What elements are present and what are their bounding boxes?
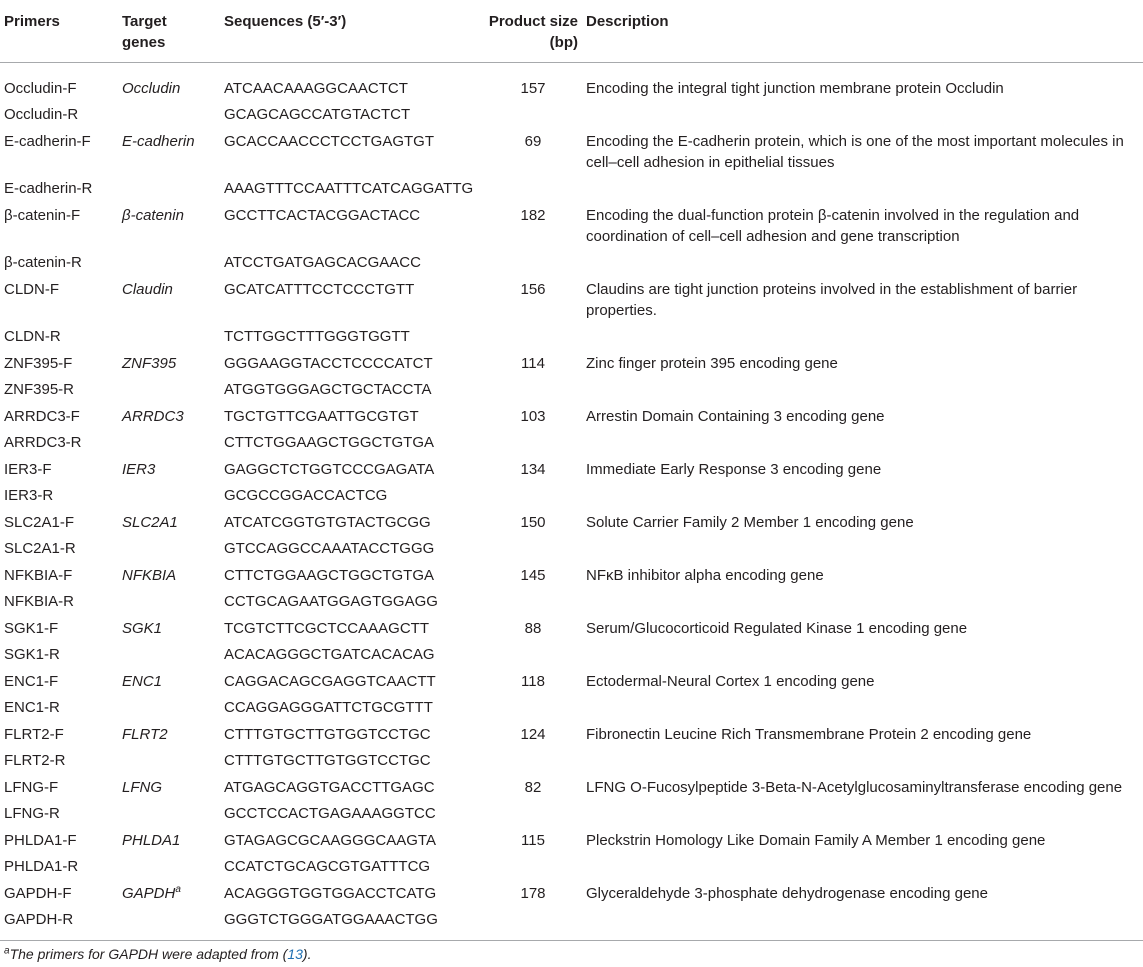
target-gene: [122, 353, 224, 374]
gene-description: Ectodermal-Neural Cortex 1 encoding gene: [586, 672, 875, 690]
gene-description: Encoding the dual-function protein β-catenin involved in the regulation and coordination of cell–cell adhesion and gene transcription: [586, 206, 1080, 245]
empty-cell: [122, 538, 224, 559]
table-row: [0, 774, 1143, 801]
empty-cell: [122, 326, 224, 347]
gene-description: Serum/Glucocorticoid Regulated Kinase 1 encoding gene: [586, 619, 968, 637]
target-gene: [122, 459, 224, 480]
target-gene: [122, 671, 224, 692]
gene-description: Encoding the integral tight junction membrane protein Occludin: [586, 79, 1004, 97]
target-gene-name: ENC1: [122, 672, 163, 690]
primer-sequence: TCGTCTTCGCTCCAAAGCTT: [224, 619, 429, 637]
product-size: 157: [520, 79, 546, 97]
header-primers: Primers: [4, 13, 60, 30]
target-gene: [122, 512, 224, 533]
target-gene-name: IER3: [122, 460, 156, 478]
empty-cell: [586, 909, 1143, 930]
table-row: [0, 102, 1143, 129]
empty-cell: [122, 909, 224, 930]
gene-description: Zinc finger protein 395 encoding gene: [586, 354, 838, 372]
footnote-marker: a: [4, 945, 10, 957]
target-gene-name: Claudin: [122, 280, 173, 298]
primer-name: E-cadherin-R: [4, 180, 93, 198]
primer-sequence: TGCTGTTCGAATTGCGTGT: [224, 407, 419, 425]
empty-cell: [586, 178, 1143, 199]
product-size: 114: [521, 354, 545, 372]
primer-sequence: GCACCAACCCTCCTGAGTGT: [224, 132, 434, 150]
empty-cell: [480, 538, 586, 559]
empty-cell: [480, 178, 586, 199]
empty-cell: [122, 485, 224, 506]
primer-name: CLDN-F: [4, 280, 59, 298]
primer-sequence: GGGAAGGTACCTCCCCATCT: [224, 354, 433, 372]
empty-cell: [122, 750, 224, 771]
primer-sequence: ATGGTGGGAGCTGCTACCTA: [224, 381, 432, 399]
primer-sequence: ACAGGGTGGTGGACCTCATG: [224, 884, 437, 902]
primer-sequence: ACACAGGGCTGATCACACAG: [224, 646, 435, 664]
primer-sequence: CCATCTGCAGCGTGATTTCG: [224, 858, 431, 876]
empty-cell: [586, 432, 1143, 453]
primer-sequence: TCTTGGCTTTGGGTGGTT: [224, 328, 410, 346]
product-size: 88: [524, 619, 542, 637]
primer-sequence: GTCCAGGCCAAATACCTGGG: [224, 540, 435, 558]
primer-name: LFNG-F: [4, 778, 59, 796]
primer-name: Occludin-F: [4, 79, 77, 97]
primer-sequence: GCAGCAGCCATGTACTCT: [224, 106, 411, 124]
product-size: 145: [520, 566, 546, 584]
table-row: [0, 456, 1143, 483]
empty-cell: [586, 697, 1143, 718]
empty-cell: [586, 485, 1143, 506]
primer-name: SLC2A1-R: [4, 540, 76, 558]
empty-cell: [586, 252, 1143, 273]
target-gene-name: β-catenin: [122, 206, 184, 224]
primer-name: NFKBIA-F: [4, 566, 73, 584]
target-gene: [122, 777, 224, 798]
empty-cell: [480, 252, 586, 273]
target-gene: [122, 78, 224, 99]
empty-cell: [480, 750, 586, 771]
product-size: 182: [520, 206, 546, 224]
table-row: [0, 562, 1143, 589]
primer-sequence: CTTTGTGCTTGTGGTCCTGC: [224, 752, 431, 770]
product-size: 103: [520, 407, 546, 425]
empty-cell: [480, 379, 586, 400]
target-gene: [122, 883, 224, 904]
empty-cell: [122, 856, 224, 877]
empty-cell: [122, 432, 224, 453]
empty-cell: [122, 178, 224, 199]
primer-sequence: ATCATCGGTGTGTACTGCGG: [224, 513, 431, 531]
primer-name: ZNF395-R: [4, 381, 75, 399]
target-gene: [122, 565, 224, 586]
primer-sequence: GTAGAGCGCAAGGGCAAGTA: [224, 831, 436, 849]
table-row: [0, 202, 1143, 250]
empty-cell: [122, 803, 224, 824]
table-body: [0, 63, 1143, 941]
empty-cell: [586, 803, 1143, 824]
header-sequences: Sequences (5′-3′): [224, 13, 347, 30]
gene-description: Arrestin Domain Containing 3 encoding gene: [586, 407, 885, 425]
table-row: [0, 324, 1143, 351]
header-product-size: Product size (bp): [488, 13, 578, 51]
table-row: [0, 721, 1143, 748]
empty-cell: [480, 326, 586, 347]
primer-sequence: GCCTCCACTGAGAAAGGTCC: [224, 805, 436, 823]
primer-name: SGK1-F: [4, 619, 59, 637]
empty-cell: [480, 909, 586, 930]
footnote-marker: a: [175, 883, 181, 895]
reference-link[interactable]: 13: [287, 946, 303, 962]
empty-cell: [122, 697, 224, 718]
target-gene-name: ZNF395: [122, 354, 177, 372]
empty-cell: [480, 104, 586, 125]
empty-cell: [586, 591, 1143, 612]
empty-cell: [586, 379, 1143, 400]
table-row: [0, 75, 1143, 102]
empty-cell: [480, 432, 586, 453]
empty-cell: [122, 252, 224, 273]
gene-description: LFNG O-Fucosylpeptide 3-Beta-N-Acetylglucosaminyltransferase encoding gene: [586, 778, 1123, 796]
table-row: [0, 430, 1143, 457]
primer-name: Occludin-R: [4, 106, 79, 124]
primer-sequence: GAGGCTCTGGTCCCGAGATA: [224, 460, 435, 478]
table-row: [0, 176, 1143, 203]
target-gene-name: NFKBIA: [122, 566, 177, 584]
primer-sequence: ATCAACAAAGGCAACTCT: [224, 79, 408, 97]
product-size: 150: [520, 513, 546, 531]
table-row: [0, 907, 1143, 934]
table-row: [0, 536, 1143, 563]
empty-cell: [586, 326, 1143, 347]
table-row: [0, 642, 1143, 669]
primer-name: FLRT2-R: [4, 752, 66, 770]
table-row: [0, 801, 1143, 828]
table-row: [0, 403, 1143, 430]
empty-cell: [480, 591, 586, 612]
target-gene: [122, 618, 224, 639]
gene-description: Claudins are tight junction proteins involved in the establishment of barrier properties.: [586, 280, 1078, 319]
primer-name: ARRDC3-R: [4, 434, 82, 452]
target-gene-name: PHLDA1: [122, 831, 181, 849]
table-row: [0, 483, 1143, 510]
product-size: 156: [520, 280, 546, 298]
primer-name: FLRT2-F: [4, 725, 64, 743]
product-size: 178: [520, 884, 546, 902]
table-row: [0, 250, 1143, 277]
gene-description: Immediate Early Response 3 encoding gene: [586, 460, 882, 478]
target-gene: [122, 830, 224, 851]
target-gene: [122, 406, 224, 427]
product-size: 134: [520, 460, 546, 478]
primer-sequence: CTTCTGGAAGCTGGCTGTGA: [224, 566, 434, 584]
gene-description: Solute Carrier Family 2 Member 1 encoding gene: [586, 513, 914, 531]
header-description: Description: [586, 13, 669, 30]
primer-name: β-catenin-F: [4, 206, 81, 224]
primer-name: SLC2A1-F: [4, 513, 75, 531]
target-gene: [122, 724, 224, 745]
gene-description: Glyceraldehyde 3-phosphate dehydrogenase encoding gene: [586, 884, 988, 902]
primer-name: NFKBIA-R: [4, 593, 75, 611]
empty-cell: [122, 644, 224, 665]
table-row: [0, 128, 1143, 176]
header-target-genes-label: Target genes: [122, 13, 167, 51]
primer-name: ENC1-F: [4, 672, 59, 690]
table-row: [0, 276, 1143, 324]
table-row: [0, 668, 1143, 695]
table-row: [0, 880, 1143, 907]
product-size: 82: [524, 778, 542, 796]
gene-description: NFκB inhibitor alpha encoding gene: [586, 566, 824, 584]
primer-name: GAPDH-R: [4, 911, 74, 929]
primer-name: β-catenin-R: [4, 254, 82, 272]
empty-cell: [586, 856, 1143, 877]
target-gene: [122, 205, 224, 247]
header-target-genes: [122, 11, 224, 53]
primer-sequence: GGGTCTGGGATGGAAACTGG: [224, 911, 438, 929]
target-gene-name: GAPDH: [122, 884, 176, 902]
product-size: 69: [524, 132, 542, 150]
primer-name: IER3-F: [4, 460, 52, 478]
product-size: 118: [521, 672, 545, 690]
table-row: [0, 615, 1143, 642]
empty-cell: [480, 856, 586, 877]
table-row: [0, 827, 1143, 854]
primer-name: CLDN-R: [4, 328, 61, 346]
target-gene-name: SLC2A1: [122, 513, 178, 531]
table-row: [0, 748, 1143, 775]
primer-name: GAPDH-F: [4, 884, 72, 902]
table-footnote: [0, 946, 1143, 963]
empty-cell: [586, 104, 1143, 125]
empty-cell: [122, 379, 224, 400]
target-gene-name: SGK1: [122, 619, 163, 637]
target-gene-name: E-cadherin: [122, 132, 195, 150]
primer-sequence: GCCTTCACTACGGACTACC: [224, 206, 421, 224]
primer-sequence: CCTGCAGAATGGAGTGGAGG: [224, 593, 438, 611]
product-size: 124: [520, 725, 546, 743]
target-gene-name: Occludin: [122, 79, 181, 97]
gene-description: Encoding the E-cadherin protein, which is one of the most important molecules in cell–cell adhesion in epithelial tissues: [586, 132, 1124, 171]
product-size: 115: [521, 831, 545, 849]
primer-name: IER3-R: [4, 487, 54, 505]
primer-name: E-cadherin-F: [4, 132, 91, 150]
primer-sequence: AAAGTTTCCAATTTCATCAGGATTG: [224, 180, 474, 198]
target-gene: [122, 131, 224, 173]
table-header-row: [0, 0, 1143, 63]
empty-cell: [586, 750, 1143, 771]
primer-name: ARRDC3-F: [4, 407, 80, 425]
primer-name: ENC1-R: [4, 699, 60, 717]
footnote-text-end: ).: [302, 946, 312, 962]
primer-sequence: CTTCTGGAAGCTGGCTGTGA: [224, 434, 434, 452]
gene-description: Fibronectin Leucine Rich Transmembrane Protein 2 encoding gene: [586, 725, 1032, 743]
primer-sequence: ATCCTGATGAGCACGAACC: [224, 254, 421, 272]
target-gene-name: FLRT2: [122, 725, 168, 743]
empty-cell: [586, 538, 1143, 559]
primer-sequence: CCAGGAGGGATTCTGCGTTT: [224, 699, 433, 717]
target-gene-name: LFNG: [122, 778, 163, 796]
primer-name: SGK1-R: [4, 646, 60, 664]
primer-sequence: CTTTGTGCTTGTGGTCCTGC: [224, 725, 431, 743]
target-gene: [122, 279, 224, 321]
primer-name: ZNF395-F: [4, 354, 73, 372]
primer-name: PHLDA1-F: [4, 831, 77, 849]
table-row: [0, 854, 1143, 881]
empty-cell: [480, 697, 586, 718]
primer-name: PHLDA1-R: [4, 858, 79, 876]
table-row: [0, 589, 1143, 616]
empty-cell: [586, 644, 1143, 665]
empty-cell: [480, 485, 586, 506]
primer-sequence: ATGAGCAGGTGACCTTGAGC: [224, 778, 435, 796]
table-row: [0, 509, 1143, 536]
primer-sequence: CAGGACAGCGAGGTCAACTT: [224, 672, 436, 690]
primer-sequence: GCATCATTTCCTCCCTGTT: [224, 280, 415, 298]
primer-name: LFNG-R: [4, 805, 60, 823]
target-gene-name: ARRDC3: [122, 407, 184, 425]
table-row: [0, 350, 1143, 377]
table-row: [0, 695, 1143, 722]
gene-description: Pleckstrin Homology Like Domain Family A Member 1 encoding gene: [586, 831, 1046, 849]
empty-cell: [122, 104, 224, 125]
footnote-text: The primers for GAPDH were adapted from (: [9, 946, 288, 962]
empty-cell: [480, 644, 586, 665]
table-row: [0, 377, 1143, 404]
primer-sequence: GCGCCGGACCACTCG: [224, 487, 388, 505]
empty-cell: [480, 803, 586, 824]
empty-cell: [122, 591, 224, 612]
